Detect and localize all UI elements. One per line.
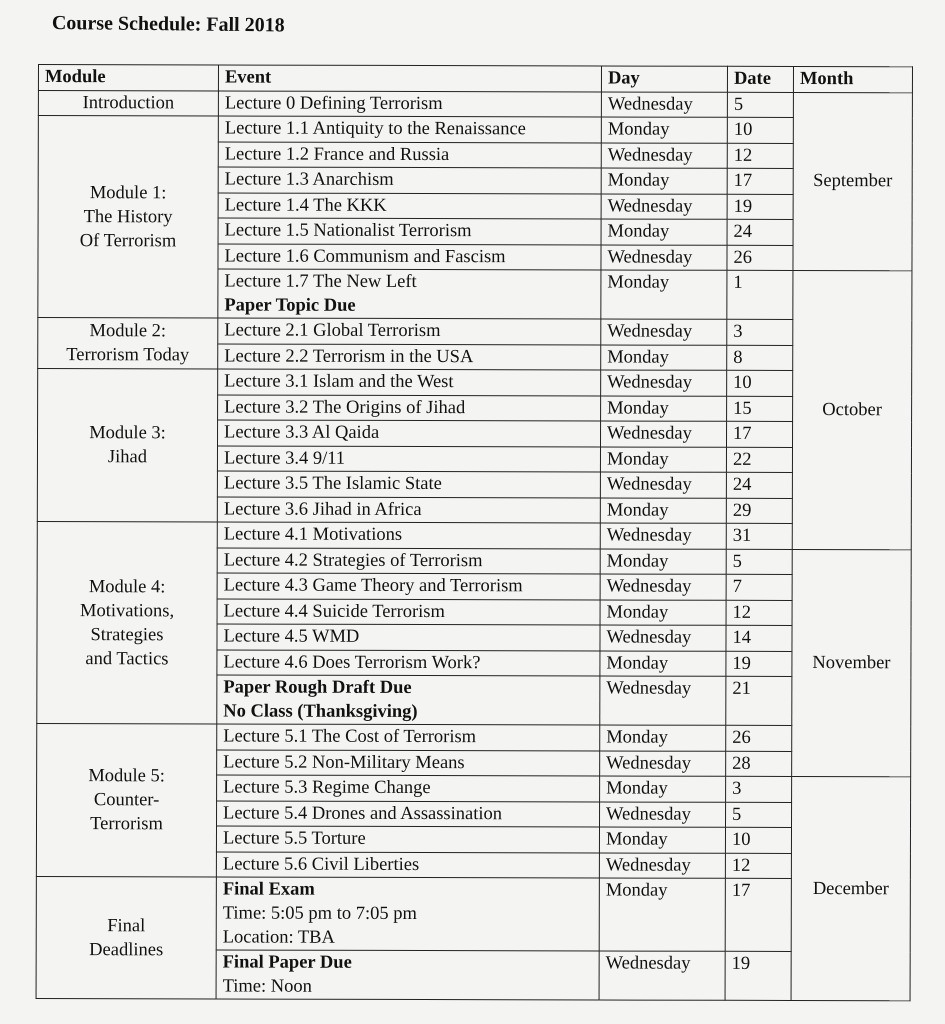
module-4 xyxy=(37,521,218,723)
date-cell: 12 xyxy=(727,143,793,169)
module-introduction: Introduction xyxy=(38,90,218,116)
date-cell: 17 xyxy=(727,168,793,194)
module-final-line: Deadlines xyxy=(89,939,164,960)
day-cell: Wednesday xyxy=(600,801,726,827)
day-cell: Monday xyxy=(600,548,726,574)
module-3-line: Jihad xyxy=(107,447,148,468)
event-cell: Lecture 1.6 Communism and Fascism xyxy=(218,243,601,270)
day-cell: Monday xyxy=(600,650,726,676)
date-cell: 5 xyxy=(726,802,792,828)
deadline-line: Final Paper Due xyxy=(222,952,352,973)
table-row xyxy=(37,723,911,751)
table-row xyxy=(37,521,911,549)
date-cell: 10 xyxy=(727,370,793,396)
day-cell: Wednesday xyxy=(601,244,727,270)
event-cell xyxy=(217,675,600,725)
module-5-line: Module 5: xyxy=(88,766,165,787)
table-row xyxy=(36,876,910,951)
day-cell: Monday xyxy=(601,117,727,143)
module-2-line: Module 2: xyxy=(89,321,167,342)
date-cell: 19 xyxy=(725,951,791,1000)
header-date: Date xyxy=(727,66,793,92)
event-cell: Lecture 2.1 Global Terrorism xyxy=(218,318,601,345)
day-cell: Monday xyxy=(601,219,727,245)
day-cell: Wednesday xyxy=(600,676,726,725)
table-row xyxy=(38,369,912,397)
deadline-line: No Class (Thanksgiving) xyxy=(223,701,418,722)
date-cell: 3 xyxy=(727,319,793,345)
event-cell: Lecture 3.2 The Origins of Jihad xyxy=(218,394,601,421)
event-cell: Lecture 4.1 Motivations xyxy=(217,522,600,549)
deadline-line: Paper Topic Due xyxy=(224,295,356,316)
day-cell: Wednesday xyxy=(601,142,727,168)
date-cell: 26 xyxy=(726,725,792,751)
event-cell: Lecture 5.1 The Cost of Terrorism xyxy=(217,724,600,751)
module-3 xyxy=(37,369,217,522)
header-event: Event xyxy=(218,65,601,92)
event-cell: Lecture 5.3 Regime Change xyxy=(217,775,600,802)
event-cell: Lecture 2.2 Terrorism in the USA xyxy=(218,343,601,370)
event-line: Time: Noon xyxy=(222,976,312,997)
event-cell xyxy=(218,269,601,319)
module-1 xyxy=(38,116,219,318)
event-cell: Lecture 3.1 Islam and the West xyxy=(218,369,601,396)
day-cell: Wednesday xyxy=(600,472,726,498)
module-5-line: Terrorism xyxy=(90,814,163,835)
date-cell: 10 xyxy=(727,117,793,143)
month-november: November xyxy=(792,549,912,777)
date-cell: 12 xyxy=(726,600,792,626)
module-final xyxy=(36,876,216,998)
table-row xyxy=(38,116,912,144)
month-september: September xyxy=(793,92,912,271)
date-cell: 7 xyxy=(726,574,792,600)
module-2-line: Terrorism Today xyxy=(66,345,190,366)
date-cell: 19 xyxy=(727,194,793,220)
event-cell: Lecture 3.5 The Islamic State xyxy=(217,471,600,498)
date-cell: 19 xyxy=(726,651,792,677)
event-line: Lecture 1.7 The New Left xyxy=(224,271,417,292)
day-cell: Wednesday xyxy=(600,750,726,776)
day-cell: Wednesday xyxy=(600,625,726,651)
day-cell: Wednesday xyxy=(601,370,727,396)
day-cell: Monday xyxy=(601,395,727,421)
module-3-line: Module 3: xyxy=(89,423,166,444)
header-row xyxy=(38,65,912,93)
date-cell: 5 xyxy=(726,549,792,575)
date-cell: 1 xyxy=(727,270,793,319)
day-cell: Wednesday xyxy=(601,421,727,447)
header-day: Day xyxy=(601,66,727,92)
day-cell: Wednesday xyxy=(600,523,726,549)
date-cell: 17 xyxy=(727,421,793,447)
event-cell xyxy=(216,950,599,1000)
header-month: Month xyxy=(793,66,912,92)
date-cell: 21 xyxy=(726,676,792,725)
date-cell: 31 xyxy=(726,523,792,549)
event-cell xyxy=(216,877,599,951)
module-1-line: Of Terrorism xyxy=(79,230,177,251)
date-cell: 12 xyxy=(725,853,791,879)
date-cell: 10 xyxy=(725,827,791,853)
date-cell: 24 xyxy=(726,472,792,498)
page-title: Course Schedule: Fall 2018 xyxy=(51,12,285,37)
event-cell: Lecture 1.5 Nationalist Terrorism xyxy=(218,218,601,245)
module-5 xyxy=(36,723,216,876)
table-row xyxy=(38,318,912,346)
event-cell: Lecture 4.5 WMD xyxy=(217,624,600,651)
deadline-line: Paper Rough Draft Due xyxy=(223,677,412,698)
module-4-line: Motivations, xyxy=(80,600,175,621)
module-5-line: Counter- xyxy=(93,790,160,811)
event-cell: Lecture 4.2 Strategies of Terrorism xyxy=(217,547,600,574)
date-cell: 17 xyxy=(725,878,791,951)
event-line: Location: TBA xyxy=(222,927,335,948)
table-row xyxy=(38,90,912,118)
event-cell: Lecture 4.4 Suicide Terrorism xyxy=(217,598,600,625)
event-cell: Lecture 1.4 The KKK xyxy=(218,192,601,219)
day-cell: Wednesday xyxy=(601,91,727,117)
date-cell: 29 xyxy=(726,498,792,524)
module-final-line: Final xyxy=(107,915,146,936)
event-cell: Lecture 5.2 Non-Military Means xyxy=(217,749,600,776)
date-cell: 22 xyxy=(726,447,792,473)
event-cell: Lecture 5.6 Civil Liberties xyxy=(216,851,599,878)
day-cell: Monday xyxy=(601,270,727,319)
day-cell: Monday xyxy=(600,725,726,751)
module-4-line: Strategies xyxy=(90,624,164,645)
day-cell: Monday xyxy=(599,827,725,853)
module-1-line: Module 1: xyxy=(89,182,167,203)
day-cell: Monday xyxy=(600,776,726,802)
date-cell: 15 xyxy=(727,396,793,422)
date-cell: 28 xyxy=(726,751,792,777)
month-december: December xyxy=(791,776,911,1000)
month-october: October xyxy=(792,270,912,549)
event-cell: Lecture 5.4 Drones and Assassination xyxy=(217,800,600,827)
event-cell: Lecture 3.3 Al Qaida xyxy=(218,420,601,447)
schedule-table xyxy=(36,64,913,1001)
event-cell: Lecture 5.5 Torture xyxy=(216,826,599,853)
day-cell: Monday xyxy=(600,599,726,625)
date-cell: 26 xyxy=(727,245,793,271)
event-cell: Lecture 3.4 9/11 xyxy=(217,445,600,472)
module-4-line: and Tactics xyxy=(85,648,169,669)
date-cell: 24 xyxy=(727,219,793,245)
date-cell: 14 xyxy=(726,625,792,651)
event-cell: Lecture 1.1 Antiquity to the Renaissance xyxy=(218,116,601,143)
module-2 xyxy=(38,318,218,369)
day-cell: Monday xyxy=(600,446,726,472)
day-cell: Monday xyxy=(600,497,726,523)
event-cell: Lecture 4.3 Game Theory and Terrorism xyxy=(217,573,600,600)
event-cell: Lecture 3.6 Jihad in Africa xyxy=(217,496,600,523)
day-cell: Wednesday xyxy=(599,951,725,1000)
day-cell: Wednesday xyxy=(599,852,725,878)
date-cell: 5 xyxy=(727,92,793,118)
module-4-line: Module 4: xyxy=(88,576,166,597)
day-cell: Monday xyxy=(601,344,727,370)
day-cell: Monday xyxy=(599,878,725,951)
day-cell: Wednesday xyxy=(600,574,726,600)
day-cell: Wednesday xyxy=(601,193,727,219)
date-cell: 8 xyxy=(727,345,793,371)
module-1-line: The History xyxy=(83,206,173,227)
event-cell: Lecture 0 Defining Terrorism xyxy=(218,90,601,117)
deadline-line: Final Exam xyxy=(222,879,315,900)
event-line: Time: 5:05 pm to 7:05 pm xyxy=(222,903,417,924)
event-cell: Lecture 1.3 Anarchism xyxy=(218,167,601,194)
date-cell: 3 xyxy=(726,776,792,802)
event-cell: Lecture 4.6 Does Terrorism Work? xyxy=(217,649,600,676)
day-cell: Wednesday xyxy=(601,319,727,345)
header-module: Module xyxy=(38,65,218,91)
event-cell: Lecture 1.2 France and Russia xyxy=(218,141,601,168)
day-cell: Monday xyxy=(601,168,727,194)
